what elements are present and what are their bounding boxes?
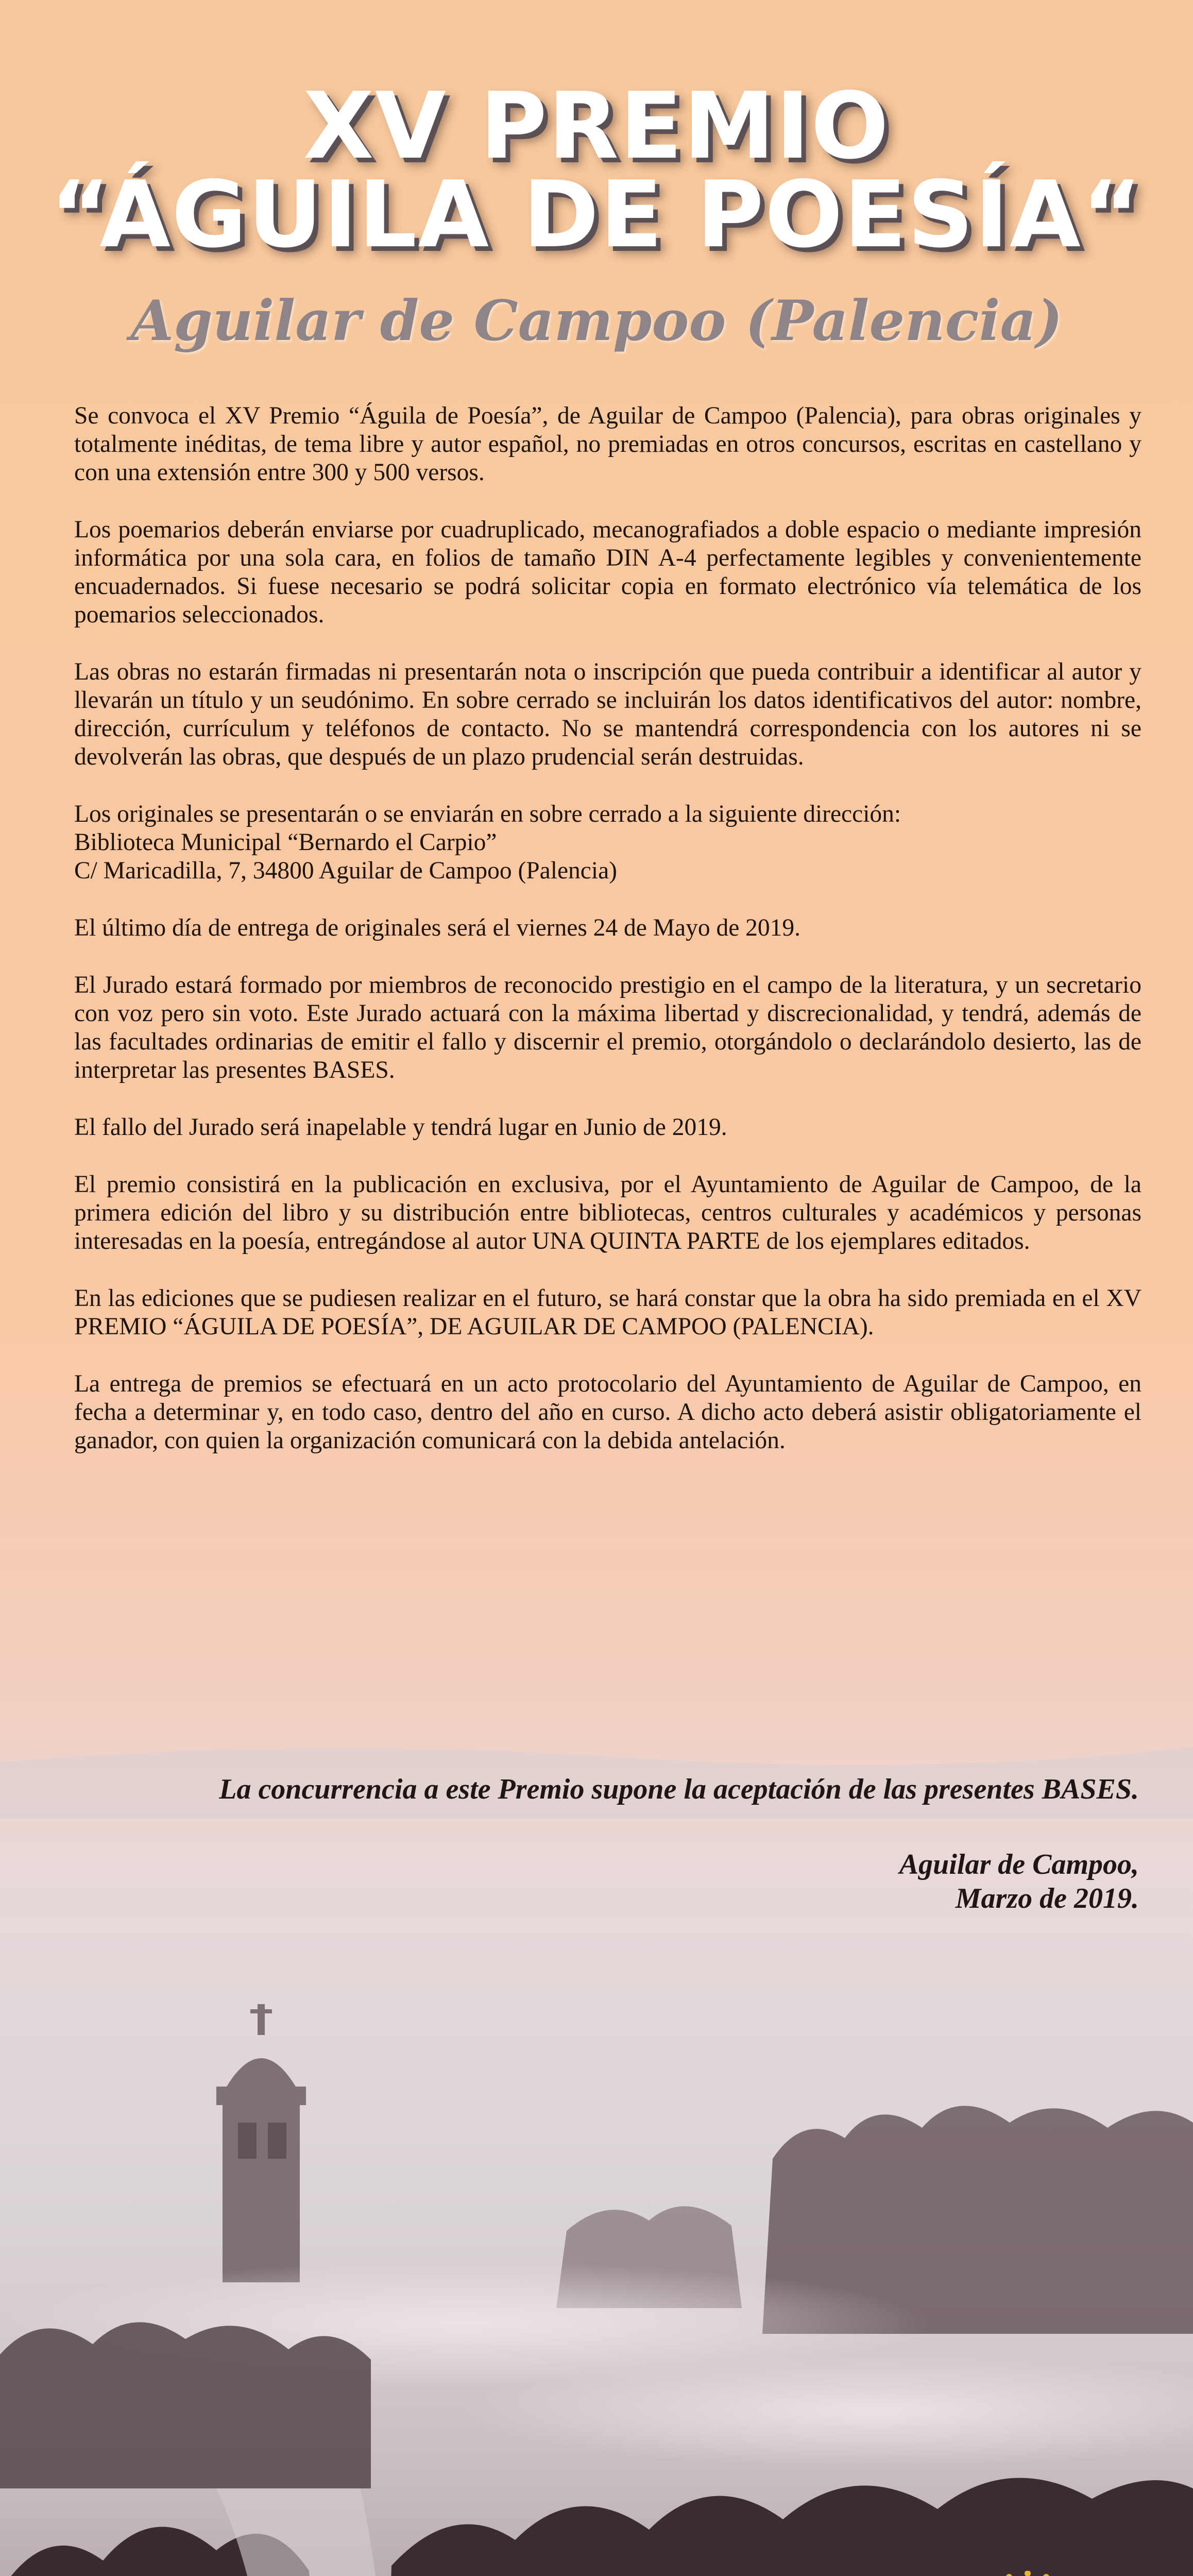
paragraph-2: Los poemarios deberán enviarse por cuadruplicado, mecanografiados a doble espacio o mediante impresión informática por una sola cara, en folios de tamaño DIN A-4 perfectamente legibles y convenientemente encuadernados. Si fuese necesario se podrá solicitar copia en formato electrónico vía telemática de los poemarios seleccionados. bbox=[74, 516, 1141, 628]
paragraph-address bbox=[74, 800, 1141, 885]
closing-block bbox=[219, 1772, 1139, 1916]
paragraph-ceremony: La entrega de premios se efectuará en un acto protocolario del Ayuntamiento de Aguilar de Campoo, en fecha a determinar y, en todo caso, dentro del año en curso. A dicho acto deberá asistir obligatoriamente el ganador, con quien la organización comunicará con la debida antelación. bbox=[74, 1370, 1141, 1454]
paragraph-prize: El premio consistirá en la publicación en exclusiva, por el Ayuntamiento de Aguilar de Campoo, de la primera edición del libro y su distribución entre bibliotecas, centros culturales y académicos y personas interesadas en la poesía, entregándose al autor UNA QUINTA PARTE de los ejemplares editados. bbox=[74, 1171, 1141, 1255]
title-line-1: XV PREMIO bbox=[303, 73, 890, 179]
paragraph-editions: En las ediciones que se pudiesen realizar en el futuro, se hará constar que la obra ha sido premiada en el XV PREMIO “ÁGUILA DE POESÍA”, DE AGUILAR DE CAMPOO (PALENCIA). bbox=[74, 1285, 1141, 1340]
address-street: C/ Maricadilla, 7, 34800 Aguilar de Campoo (Palencia) bbox=[74, 857, 617, 884]
paragraph-1: Se convoca el XV Premio “Águila de Poesía”, de Aguilar de Campoo (Palencia), para obras originales y totalmente inéditas, de tema libre y autor español, no premiadas en otros concursos, escritas en castellano y con una extensión entre 300 y 500 versos. bbox=[74, 402, 1141, 486]
acceptance-statement: La concurrencia a este Premio supone la aceptación de las presentes BASES. bbox=[219, 1773, 1139, 1805]
title-line-2: “ÁGUILA DE POESÍA“ bbox=[50, 161, 1143, 268]
rules-body bbox=[74, 402, 1141, 1484]
paragraph-deadline: El último día de entrega de originales será el viernes 24 de Mayo de 2019. bbox=[74, 914, 801, 941]
paragraph-3: Las obras no estarán firmadas ni presentarán nota o inscripción que pueda contribuir a identificar al autor y llevarán un título y un seudónimo. En sobre cerrado se incluirán los datos identificativos del autor: nombre, dirección, currículum y teléfonos de contacto. No se mantendrá correspondencia con los autores ni se devolverán las obras, que después de un plazo prudencial serán destruidas. bbox=[74, 658, 1141, 770]
closing-place: Aguilar de Campoo, bbox=[899, 1849, 1139, 1880]
address-intro: Los originales se presentarán o se enviarán en sobre cerrado a la siguiente dirección: bbox=[74, 801, 901, 827]
coat-of-arms-icon bbox=[997, 2571, 1059, 2576]
paragraph-jury: El Jurado estará formado por miembros de reconocido prestigio en el campo de la literatura, y un secretario con voz pero sin voto. Este Jurado actuará con la máxima libertad y discrecionalidad, y tendrá, además de las facultades ordinarias de emitir el fallo y discernir el premio, otorgándolo o declarándolo desierto, las de interpretar las presentes BASES. bbox=[74, 972, 1141, 1083]
subtitle-location: Aguilar de Campoo (Palencia) bbox=[130, 289, 1063, 353]
address-library: Biblioteca Municipal “Bernardo el Carpio” bbox=[74, 829, 497, 856]
paragraph-verdict: El fallo del Jurado será inapelable y tendrá lugar en Junio de 2019. bbox=[74, 1114, 727, 1141]
closing-date: Marzo de 2019. bbox=[955, 1883, 1139, 1914]
